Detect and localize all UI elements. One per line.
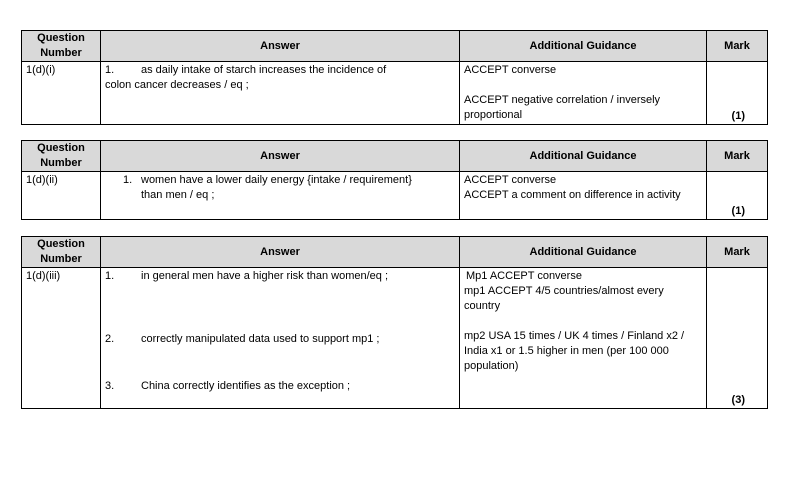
question-number-header: Question Number	[22, 31, 101, 62]
answer-text: as daily intake of starch increases the incidence of	[141, 64, 387, 76]
question-number-header: Question Number	[22, 141, 101, 172]
answer-number: 3.	[105, 380, 115, 392]
mark-scheme-table-1	[21, 30, 768, 125]
question-number: 1(d)(iii)	[22, 268, 101, 409]
answer-point-1	[123, 173, 455, 188]
mark-scheme-table-2	[21, 140, 768, 220]
answer-cell	[101, 172, 460, 220]
mark-cell	[707, 268, 768, 409]
answer-text-continued: than men / eq ;	[141, 189, 215, 201]
mark-cell	[707, 62, 768, 125]
answer-number: 1.	[105, 64, 115, 76]
guidance-cell	[460, 172, 707, 220]
answer-text: women have a lower daily energy {intake / requirement}	[141, 174, 412, 186]
answer-header: Answer	[101, 31, 460, 62]
guidance-text: ACCEPT negative correlation / inversely proportional	[464, 94, 661, 121]
guidance-cell	[460, 62, 707, 125]
answer-point-1	[105, 63, 455, 78]
mark-value: (1)	[731, 205, 745, 217]
answer-point-1	[105, 269, 455, 284]
answer-header: Answer	[101, 141, 460, 172]
mark-header: Mark	[707, 31, 768, 62]
answer-text-continued: colon cancer decreases / eq ;	[105, 79, 249, 91]
mark-cell	[707, 172, 768, 220]
guidance-text: mp2 USA 15 times / UK 4 times / Finland x2 / India x1 or 1.5 higher in men (per 100 000 population)	[464, 330, 685, 372]
mark-header: Mark	[707, 237, 768, 268]
guidance-header: Additional Guidance	[460, 141, 707, 172]
answer-number: 1.	[123, 174, 133, 186]
answer-text: correctly manipulated data used to support mp1 ;	[141, 333, 380, 345]
answer-text: in general men have a higher risk than women/eq ;	[141, 270, 389, 282]
guidance-header: Additional Guidance	[460, 31, 707, 62]
answer-point-3	[105, 379, 455, 394]
question-number-header: Question Number	[22, 237, 101, 268]
mark-header: Mark	[707, 141, 768, 172]
answer-point-2	[105, 332, 455, 347]
guidance-header: Additional Guidance	[460, 237, 707, 268]
guidance-text: ACCEPT converse	[464, 64, 557, 76]
question-number: 1(d)(i)	[22, 62, 101, 125]
answer-number: 2.	[105, 333, 115, 345]
answer-text: China correctly identifies as the exception ;	[141, 380, 351, 392]
answer-number: 1.	[105, 270, 115, 282]
question-number: 1(d)(ii)	[22, 172, 101, 220]
guidance-text: Mp1 ACCEPT converse	[466, 270, 582, 282]
guidance-cell	[460, 268, 707, 409]
guidance-text: ACCEPT a comment on difference in activity	[464, 189, 681, 201]
mark-value: (1)	[731, 110, 745, 122]
guidance-text: mp1 ACCEPT 4/5 countries/almost every country	[464, 285, 664, 312]
mark-scheme-table-3	[21, 236, 768, 409]
answer-cell	[101, 268, 460, 409]
mark-value: (3)	[731, 394, 745, 406]
answer-header: Answer	[101, 237, 460, 268]
answer-cell	[101, 62, 460, 125]
guidance-text: ACCEPT converse	[464, 174, 557, 186]
